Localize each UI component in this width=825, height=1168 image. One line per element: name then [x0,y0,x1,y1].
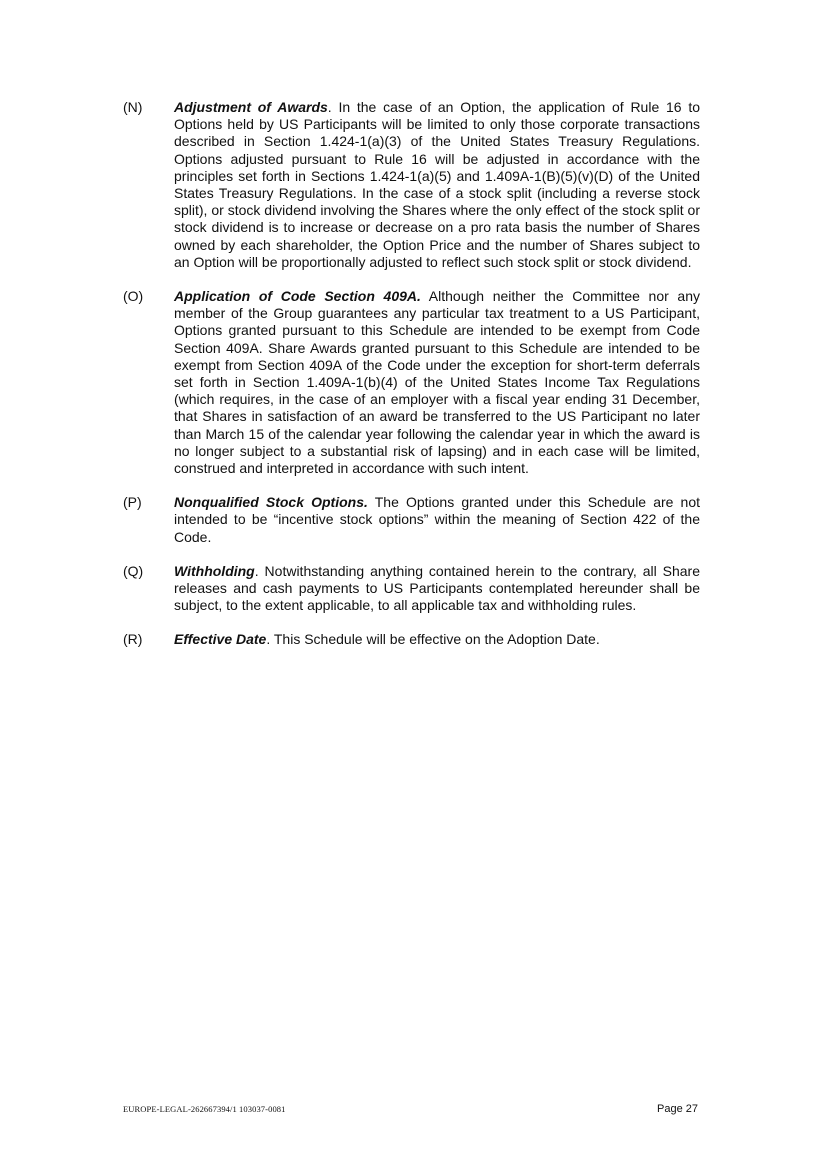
clause-text: . This Schedule will be effective on the Adoption Date. [266,631,600,648]
clause-body [174,288,700,477]
clause-label: (P) [123,494,142,511]
clause-text: Although neither the Committee nor any member of the Group guarantees any particular tax treatment to a US Participant, Options granted pursuant to this Schedule are intended to be exempt from Code Section 409A. Share Awards granted pursuant to this Schedule are intended to be exempt from Section 409A of the Code under the exception for short-term deferrals set forth in Section 1.409A-1(b)(4) of the United States Income Tax Regulations (which requires, in the case of an employer with a fiscal year ending 31 December, that Shares in satisfaction of an award be transferred to the US Participant no later than March 15 of the calendar year following the calendar year in which the award is no longer subject to a substantial risk of lapsing) and in each case will be limited, construed and interpreted in accordance with such intent. [174,288,701,477]
clause-text: . In the case of an Option, the application of Rule 16 to Options held by US Participants will be limited to only those corporate transactions described in Section 1.424-1(a)(3) of the United States Treasury Regulations. Options adjusted pursuant to Rule 16 will be adjusted in accordance with the principles set forth in Sections 1.424-1(a)(5) and 1.409A-1(B)(5)(v)(D) of the United States Treasury Regulations. In the case of a stock split (including a reverse stock split), or stock dividend involving the Shares where the only effect of the stock split or stock dividend is to increase or decrease on a pro rata basis the number of Shares owned by each shareholder, the Option Price and the number of Shares subject to an Option will be proportionally adjusted to reflect such stock split or stock dividend. [174,99,701,270]
clause-r [123,631,700,648]
clause-title: Withholding [174,562,255,579]
clause-title: Nonqualified Stock Options. [174,494,368,511]
clause-body [174,99,700,271]
clause-label: (N) [123,99,143,115]
clause-q [123,563,700,615]
clause-n [123,99,700,271]
clause-title: Adjustment of Awards [174,99,328,115]
clause-text: The Options granted under this Schedule are not intended to be “incentive stock options” within the meaning of Section 422 of the Code. [174,494,701,545]
clause-text: . Notwithstanding anything contained herein to the contrary, all Share releases and cash payments to US Participants contemplated hereunder shall be subject, to the extent applicable, to all applicable tax and withholding rules. [174,562,700,614]
clause-body [174,494,700,546]
clause-body [174,563,700,615]
clause-p [123,494,700,546]
clause-label: (Q) [123,562,144,579]
clause-title: Effective Date [174,631,267,648]
clause-title: Application of Code Section 409A. [174,288,421,305]
clause-list [123,99,700,666]
clause-label: (R) [123,631,143,648]
clause-label: (O) [123,288,144,305]
clause-body [174,631,700,648]
clause-o [123,288,700,477]
footer-document-reference: EUROPE-LEGAL-262667394/1 103037-0081 [123,1104,286,1114]
footer-page-number: Page 27 [657,1103,698,1115]
